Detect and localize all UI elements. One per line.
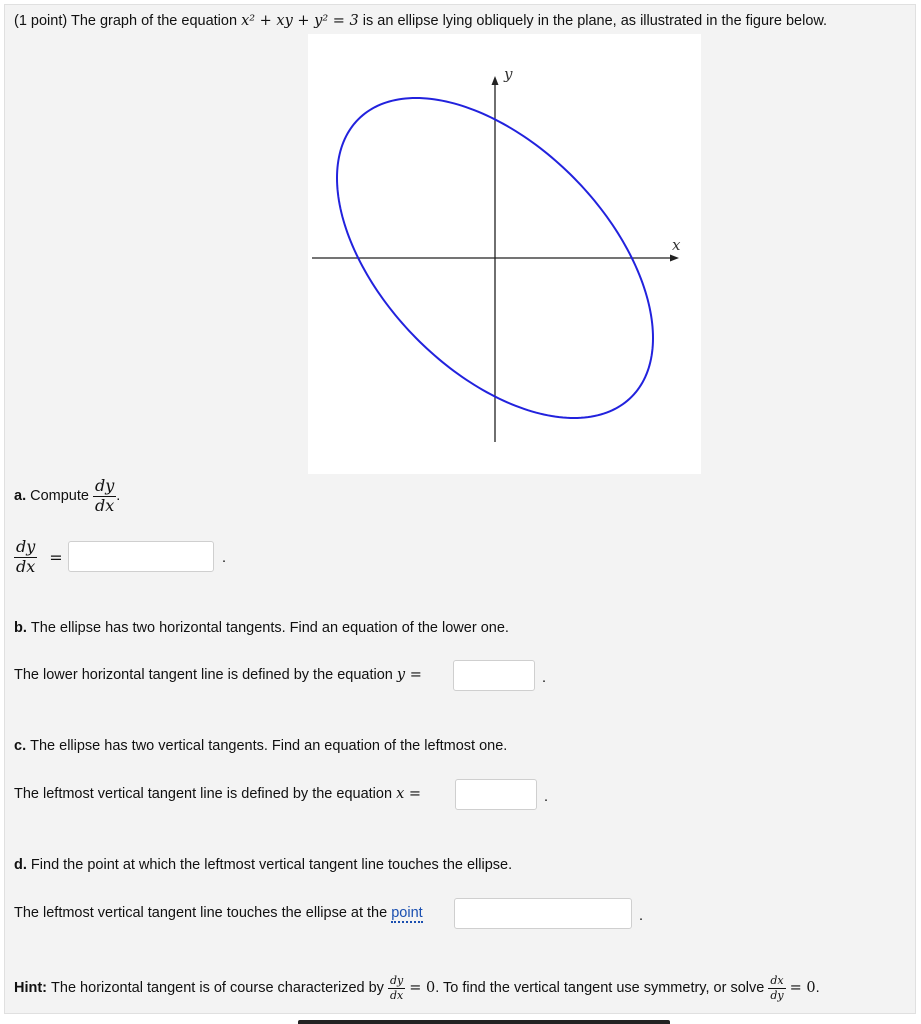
part-c-question: c. The ellipse has two vertical tangents. Find an equation of the leftmost one. — [14, 738, 508, 754]
part-a-answer-row: $\frac{dy}{dx}$ = — [16, 536, 63, 576]
dy-dx-fraction: $\frac{dy}{dx}$ — [95, 475, 115, 515]
ellipse-plot — [308, 34, 701, 474]
hint-dy-dx-fraction: $\frac{dy}{dx}$ — [389, 973, 404, 1002]
intro-equation: x² + xy + y² = 3 — [241, 13, 359, 29]
part-b-answer-label: The lower horizontal tangent line is defined by the equation y = — [14, 667, 422, 683]
hint-dx-dy-fraction: $\frac{dx}{dy}$ — [770, 973, 784, 1002]
y-axis-arrow — [492, 76, 499, 85]
answer-dy-dx-fraction: $\frac{dy}{dx}$ — [16, 536, 36, 576]
point-help-link[interactable]: point — [391, 905, 423, 921]
hint-text: Hint: The horizontal tangent is of course characterized by $\frac{dy}{dx}$ = 0 . To find the vertical tangent use symmetry, or solve $\frac{dx}{dy}$ = 0 . — [14, 973, 820, 1002]
part-c-answer-label: The leftmost vertical tangent line is defined by the equation x = — [14, 786, 422, 802]
part-b-question: b. The ellipse has two horizontal tangents. Find an equation of the lower one. — [14, 620, 509, 636]
problem-intro: (1 point) The graph of the equation x² + xy + y² = 3 is an ellipse lying obliquely in the plane, as illustrated in the figure below. — [14, 13, 828, 29]
part-d-question: d. Find the point at which the leftmost vertical tangent line touches the ellipse. — [14, 857, 513, 873]
y-axis-label: y — [504, 65, 513, 83]
part-a-end: . — [222, 550, 227, 566]
part-a-prompt: a. Compute $\frac{dy}{dx}$ . — [14, 475, 121, 515]
part-c-end: . — [544, 789, 549, 805]
leftmost-vertical-tangent-input[interactable] — [455, 779, 537, 810]
lower-horizontal-tangent-input[interactable] — [453, 660, 535, 691]
ellipse-figure — [308, 34, 701, 474]
part-d-end: . — [639, 908, 644, 924]
dy-dx-answer-input[interactable] — [68, 541, 214, 572]
x-axis-arrow — [670, 255, 679, 262]
bottom-scroll-bar — [298, 1020, 670, 1024]
part-d-answer-label: The leftmost vertical tangent line touches the ellipse at the point — [14, 905, 423, 921]
part-b-end: . — [542, 670, 547, 686]
tangent-point-input[interactable] — [454, 898, 632, 929]
x-axis-label: x — [672, 236, 681, 254]
